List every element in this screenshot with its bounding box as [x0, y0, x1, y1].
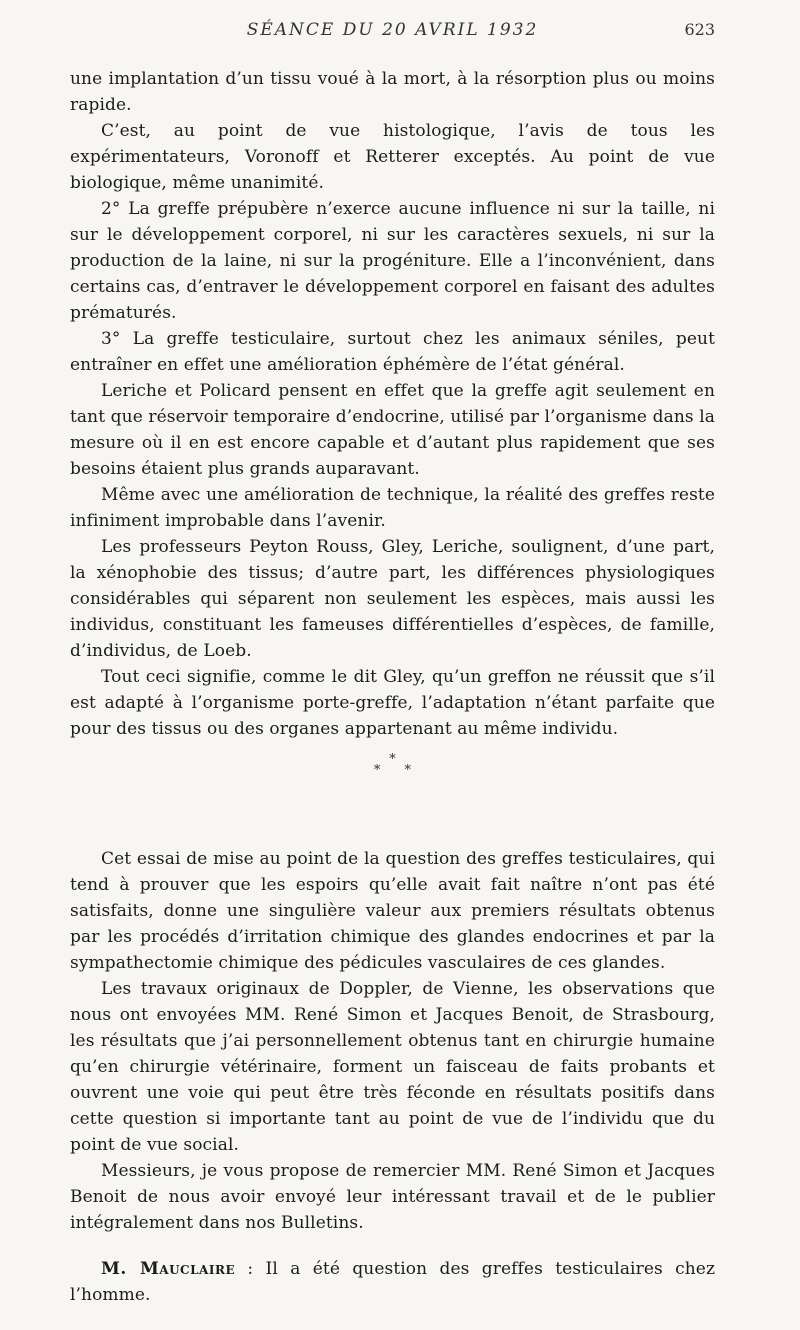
closing-paragraph	[70, 1256, 715, 1308]
running-head	[70, 20, 715, 46]
asterism-top: *	[389, 752, 396, 767]
paragraph: Cet essai de mise au point de la question des greffes testiculaires, qui tend à prouver que les espoirs qu’elle avait fait naître n’ont pas été satisfaits, donne une singulière valeur aux premiers résultats obtenus par les procédés d’irritation chimique des glandes endocrines et par la sympathectomie chimique des pédicules vasculaires de ces glandes.	[70, 849, 715, 973]
paragraph: Tout ceci signifie, comme le dit Gley, qu’un greffon ne réussit que s’il est adapté à l’organisme porte-greffe, l’adaptation n’étant parfaite que pour des tissus ou des organes appartenant au même individu.	[70, 667, 715, 739]
paragraph: 2° La greffe prépubère n’exerce aucune influence ni sur la taille, ni sur le développement corporel, ni sur les caractères sexuels, ni sur la production de la laine, ni sur la progéniture. Elle a l’inconvénient, dans certains cas, d’entraver le développement corporel en faisant des adultes prématurés.	[70, 199, 715, 323]
paragraph: Les professeurs Peyton Rouss, Gley, Leriche, soulignent, d’une part, la xénophobie des tissus; d’autre part, les différences physiologiques considérables qui séparent non seulement les espèces, mais aussi les individus, constituant les fameuses différentielles d’espèces, de famille, d’individus, de Loeb.	[70, 537, 715, 661]
paragraph: Leriche et Policard pensent en effet que la greffe agit seulement en tant que réservoir temporaire d’endocrine, utilisé par l’organisme dans la mesure où il en est encore capable et d’autant plus rapidement que ses besoins étaient plus grands auparavant.	[70, 381, 715, 479]
paragraph: 3° La greffe testiculaire, surtout chez les animaux séniles, peut entraîner en effet une amélioration éphémère de l’état général.	[70, 329, 715, 375]
running-title: SÉANCE DU 20 AVRIL 1932	[246, 20, 539, 40]
paragraph: une implantation d’un tissu voué à la mort, à la résorption plus ou moins rapide.	[70, 69, 715, 115]
paragraph: C’est, au point de vue histologique, l’avis de tous les expérimentateurs, Voronoff et Retterer exceptés. Au point de vue biologique, même unanimité.	[70, 121, 715, 193]
paragraph: Même avec une amélioration de technique, la réalité des greffes reste infiniment improbable dans l’avenir.	[70, 485, 715, 531]
closing-text: : Il a été question des greffes testiculaires chez l’homme.	[70, 1259, 716, 1305]
speaker-name: M. Mauclaire	[101, 1259, 236, 1279]
paragraph: Les travaux originaux de Doppler, de Vienne, les observations que nous ont envoyées MM. René Simon et Jacques Benoit, de Strasbourg, les résultats que j’ai personnellement obtenus tant en chirurgie humaine qu’en chirurgie vétérinaire, forment un faisceau de faits probants et ouvrent une voie qui peut être très féconde en résultats positifs dans cette question si importante tant au point de vue de l’individu que du point de vue social.	[70, 979, 715, 1155]
paragraph: Messieurs, je vous propose de remercier MM. René Simon et Jacques Benoit de nous avoir envoyé leur intéressant travail et de le publier intégralement dans nos Bulletins.	[70, 1161, 715, 1233]
asterism-separator	[70, 742, 715, 846]
asterism-bottom: * *	[373, 763, 422, 778]
body-text	[70, 66, 715, 1308]
page-number: 623	[684, 20, 715, 39]
